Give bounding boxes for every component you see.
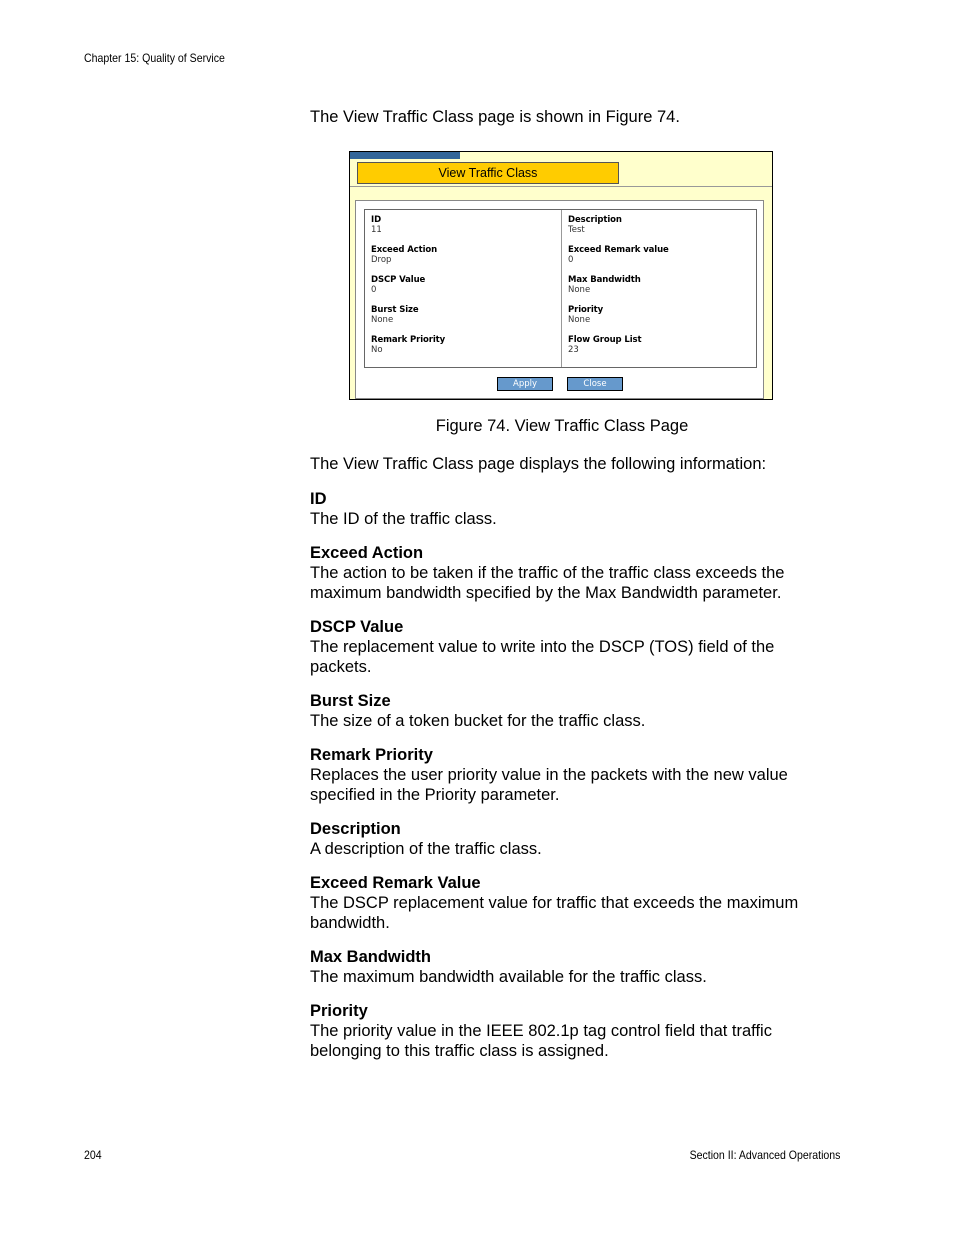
field-value: None — [568, 285, 591, 295]
column-divider — [561, 210, 562, 367]
definition-description: The DSCP replacement value for traffic that exceeds the maximum bandwidth. — [310, 894, 799, 932]
field-value: None — [568, 315, 591, 325]
definition-item — [310, 819, 830, 859]
definition-item — [310, 745, 830, 805]
definition-term: Exceed Remark Value — [310, 874, 481, 892]
definition-term: Priority — [310, 1002, 368, 1020]
tab-view-traffic-class[interactable]: View Traffic Class — [357, 162, 619, 184]
field-grid — [364, 209, 757, 368]
field-priority — [568, 305, 669, 335]
definition-item — [310, 489, 830, 529]
definition-description: The replacement value to write into the DSCP (TOS) field of the packets. — [310, 638, 775, 676]
field-exceed-action — [371, 245, 445, 275]
field-value: 0 — [371, 285, 377, 295]
field-label: Burst Size — [371, 305, 419, 315]
field-label: Flow Group List — [568, 335, 642, 345]
field-description — [568, 215, 669, 245]
field-max-bandwidth — [568, 275, 669, 305]
figure-caption-wrap — [0, 417, 954, 436]
form-panel — [355, 200, 764, 399]
field-value: Drop — [371, 255, 392, 265]
field-burst-size — [371, 305, 445, 335]
view-traffic-class-screenshot — [349, 151, 773, 400]
field-label: DSCP Value — [371, 275, 426, 285]
definition-item — [310, 617, 830, 677]
definition-term: Exceed Action — [310, 544, 424, 562]
definition-item — [310, 543, 830, 603]
running-footer-section: Section II: Advanced Operations — [689, 1148, 840, 1162]
running-header: Chapter 15: Quality of Service — [84, 51, 225, 65]
definition-description: A description of the traffic class. — [310, 840, 542, 858]
field-id — [371, 215, 445, 245]
definition-term: Description — [310, 820, 401, 838]
tab-strip — [350, 159, 772, 187]
field-remark-priority — [371, 335, 445, 365]
intro-text: The View Traffic Class page is shown in Figure 74. — [310, 108, 680, 126]
lead-paragraph: The View Traffic Class page displays the following information: — [310, 455, 767, 473]
definition-term: Remark Priority — [310, 746, 433, 764]
definition-description: The action to be taken if the traffic of the traffic class exceeds the maximum bandwidth specified by the Max Bandwidth parameter. — [310, 564, 785, 602]
field-label: Priority — [568, 305, 604, 315]
field-label: Exceed Remark value — [568, 245, 669, 255]
definition-item — [310, 691, 830, 731]
left-column — [371, 215, 445, 365]
definition-description: The ID of the traffic class. — [310, 510, 497, 528]
definition-description: The size of a token bucket for the traffic class. — [310, 712, 646, 730]
definition-term: ID — [310, 490, 327, 508]
field-value: None — [371, 315, 394, 325]
title-bar-accent — [350, 152, 460, 159]
field-label: Exceed Action — [371, 245, 438, 255]
definition-term: DSCP Value — [310, 618, 404, 636]
field-label: Remark Priority — [371, 335, 446, 345]
definition-item — [310, 873, 830, 933]
field-dscp-value — [371, 275, 445, 305]
definition-term: Max Bandwidth — [310, 948, 432, 966]
close-button[interactable]: Close — [567, 377, 623, 391]
definition-list — [310, 489, 830, 1075]
field-flow-group-list — [568, 335, 669, 365]
field-value: 0 — [568, 255, 574, 265]
field-exceed-remark-value — [568, 245, 669, 275]
definition-item — [310, 947, 830, 987]
definition-item — [310, 1001, 830, 1061]
field-label: Description — [568, 215, 622, 225]
field-value: No — [371, 345, 383, 355]
field-value: 11 — [371, 225, 382, 235]
field-label: ID — [371, 215, 382, 225]
definition-description: The maximum bandwidth available for the traffic class. — [310, 968, 707, 986]
definition-description: Replaces the user priority value in the packets with the new value specified in the Priority parameter. — [310, 766, 788, 804]
field-label: Max Bandwidth — [568, 275, 641, 285]
field-value: Test — [568, 225, 585, 235]
field-value: 23 — [568, 345, 579, 355]
apply-button[interactable]: Apply — [497, 377, 553, 391]
definition-term: Burst Size — [310, 692, 391, 710]
figure-caption: Figure 74. View Traffic Class Page — [435, 417, 689, 435]
definition-description: The priority value in the IEEE 802.1p tag control field that traffic belonging to this traffic class is assigned. — [310, 1022, 772, 1060]
right-column — [568, 215, 669, 365]
page-number: 204 — [84, 1148, 102, 1162]
